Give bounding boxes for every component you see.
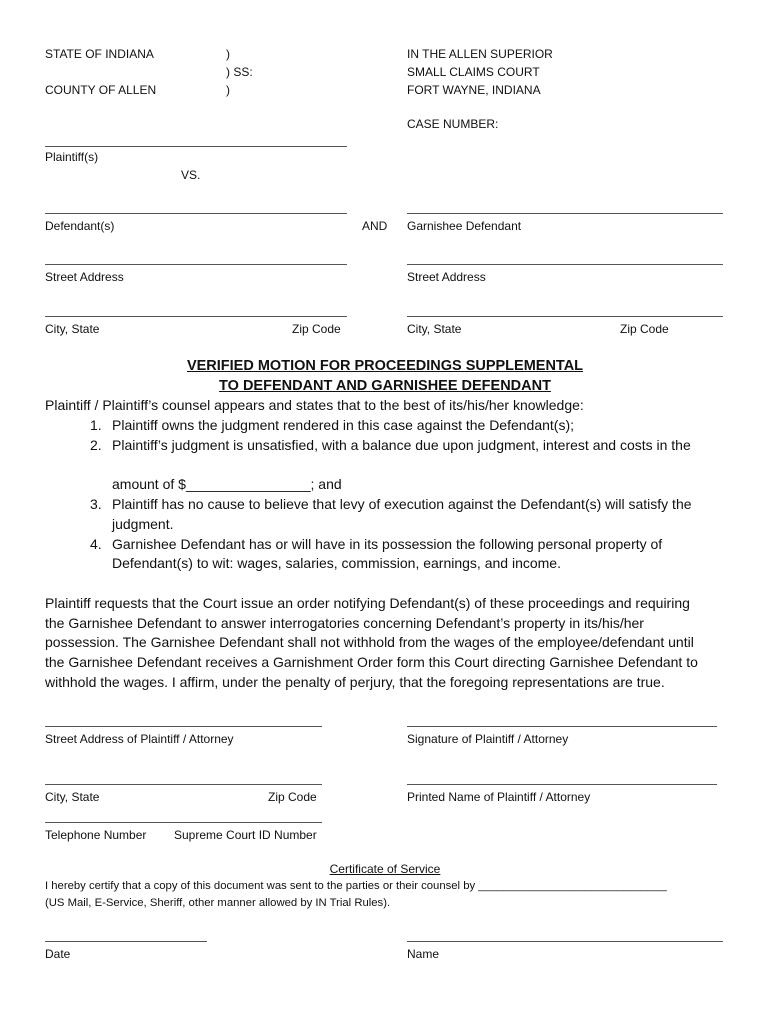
certificate-text: I hereby certify that a copy of this document was sent to the parties or their counsel by ______________________________: [45, 880, 667, 892]
garnishee-city-field[interactable]: [407, 316, 723, 317]
attorney-city-field[interactable]: [45, 784, 322, 785]
attorney-street-label: Street Address of Plaintiff / Attorney: [45, 732, 234, 746]
signature-label: Signature of Plaintiff / Attorney: [407, 732, 569, 746]
garnishee-name-field[interactable]: [407, 213, 723, 214]
telephone-id-field[interactable]: [45, 822, 322, 823]
request-paragraph-line: possession. The Garnishee Defendant shall not withhold from the wages of the employee/defendant until: [45, 634, 694, 650]
defendant-city-field[interactable]: [45, 316, 347, 317]
and-label: AND: [362, 219, 388, 233]
list-number: 4.: [90, 536, 102, 552]
vs-label: VS.: [181, 168, 201, 182]
list-item-3-cont: judgment.: [112, 516, 174, 532]
document-title-line2: TO DEFENDANT AND GARNISHEE DEFENDANT: [219, 378, 551, 394]
supreme-court-id-label: Supreme Court ID Number: [174, 828, 317, 842]
attorney-city-label: City, State: [45, 790, 100, 804]
certificate-heading: Certificate of Service: [329, 862, 441, 876]
telephone-label: Telephone Number: [45, 828, 147, 842]
document-title-line1: VERIFIED MOTION FOR PROCEEDINGS SUPPLEMENTAL: [186, 358, 584, 374]
court-location: FORT WAYNE, INDIANA: [407, 83, 541, 97]
balance-amount-field[interactable]: amount of $________________; and: [112, 476, 342, 492]
garnishee-street-field[interactable]: [407, 264, 723, 265]
list-item-4: [90, 536, 662, 553]
request-paragraph-line: withhold the wages. I affirm, under the penalty of perjury, that the foregoing representations are true.: [45, 674, 665, 690]
caption-paren: ): [226, 47, 230, 61]
request-paragraph-line: the Garnishee Defendant receives a Garnishment Order form this Court directing Garnishee Defendant to: [45, 654, 698, 670]
list-item-2: [90, 437, 691, 454]
date-field[interactable]: [45, 941, 207, 942]
list-item-3: [90, 496, 692, 513]
name-label: Name: [407, 947, 440, 961]
garnishee-zip-label: Zip Code: [620, 322, 669, 336]
court-name-line1: IN THE ALLEN SUPERIOR: [407, 47, 553, 61]
intro-statement: Plaintiff / Plaintiff’s counsel appears and states that to the best of its/his/her knowledge:: [45, 397, 584, 413]
name-field[interactable]: [407, 941, 723, 942]
request-paragraph-line: Plaintiff requests that the Court issue an order notifying Defendant(s) of these proceedings and requiring: [45, 595, 690, 611]
defendant-street-label: Street Address: [45, 270, 124, 284]
defendant-name-field[interactable]: [45, 213, 347, 214]
list-item-4-cont: Defendant(s) to wit: wages, salaries, commission, earnings, and income.: [112, 555, 561, 571]
list-item-text: Plaintiff owns the judgment rendered in this case against the Defendant(s);: [112, 417, 575, 433]
defendant-city-label: City, State: [45, 322, 100, 336]
caption-paren: ): [226, 83, 230, 97]
list-item-text: Plaintiff has no cause to believe that levy of execution against the Defendant(s) will satisfy the: [112, 496, 692, 512]
date-label: Date: [45, 947, 71, 961]
court-name-line2: SMALL CLAIMS COURT: [407, 65, 540, 79]
garnishee-label: Garnishee Defendant: [407, 219, 522, 233]
attorney-street-field[interactable]: [45, 726, 322, 727]
certificate-text-cont: (US Mail, E-Service, Sheriff, other manner allowed by IN Trial Rules).: [45, 897, 391, 909]
printed-name-label: Printed Name of Plaintiff / Attorney: [407, 790, 591, 804]
caption-ss: ) SS:: [226, 65, 253, 79]
garnishee-city-label: City, State: [407, 322, 462, 336]
defendant-zip-label: Zip Code: [292, 322, 341, 336]
defendants-label: Defendant(s): [45, 219, 115, 233]
plaintiffs-label: Plaintiff(s): [45, 150, 99, 164]
case-number-label: CASE NUMBER:: [407, 117, 499, 131]
printed-name-field[interactable]: [407, 784, 717, 785]
plaintiff-name-field[interactable]: [45, 146, 347, 147]
signature-field[interactable]: [407, 726, 717, 727]
list-item-1: [90, 417, 574, 434]
county-label: COUNTY OF ALLEN: [45, 83, 157, 97]
list-number: 1.: [90, 417, 102, 433]
list-item-text: Plaintiff’s judgment is unsatisfied, with a balance due upon judgment, interest and costs in the: [112, 437, 691, 453]
garnishee-street-label: Street Address: [407, 270, 486, 284]
list-item-text: Garnishee Defendant has or will have in its possession the following personal property of: [112, 536, 663, 552]
defendant-street-field[interactable]: [45, 264, 347, 265]
state-label: STATE OF INDIANA: [45, 47, 154, 61]
request-paragraph-line: the Garnishee Defendant to answer interrogatories concerning Defendant’s property in its/his/her: [45, 615, 644, 631]
list-number: 3.: [90, 496, 102, 512]
list-number: 2.: [90, 437, 102, 453]
attorney-zip-label: Zip Code: [268, 790, 317, 804]
